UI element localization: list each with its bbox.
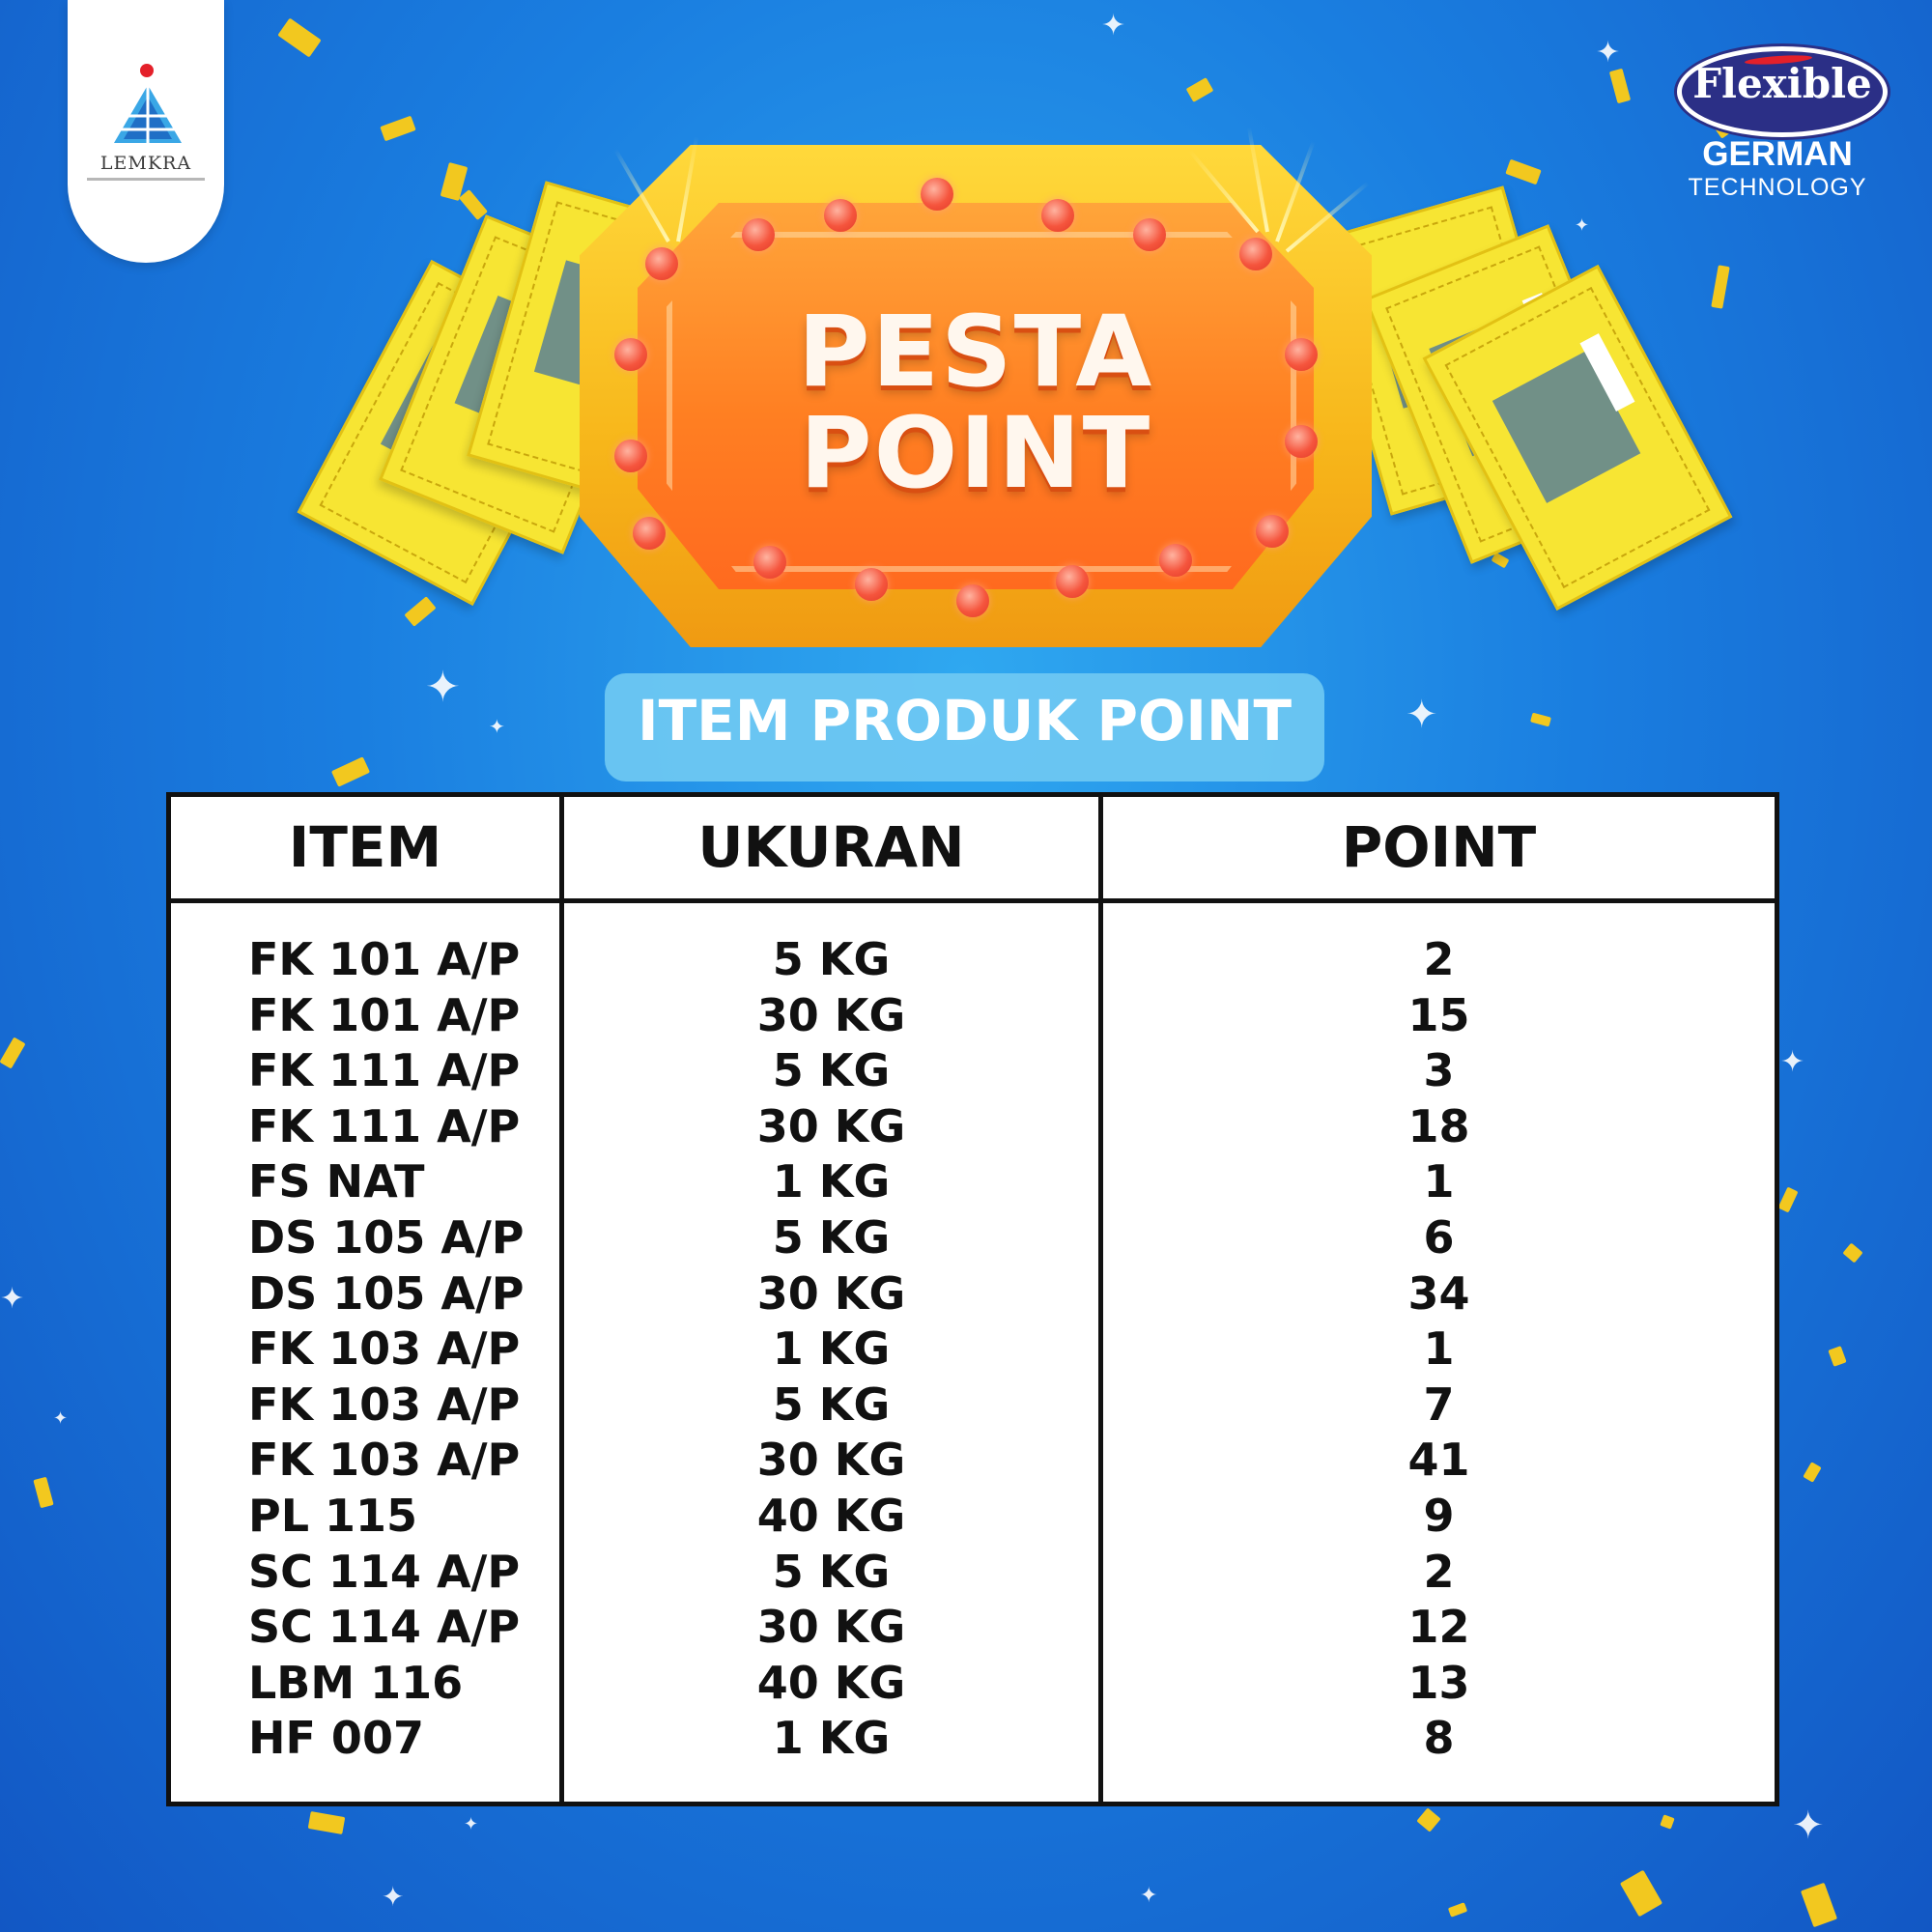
pyramid-logo-icon <box>112 83 184 145</box>
sparkle-icon: ✦ <box>1792 1804 1825 1848</box>
header-point: POINT <box>1341 814 1537 880</box>
size-cell: 5 KG <box>772 1378 891 1431</box>
german-label: GERMAN <box>1702 135 1853 173</box>
size-cell: 40 KG <box>756 1656 906 1709</box>
light-bulb <box>1056 565 1089 598</box>
item-cell: FK 101 A/P <box>248 988 521 1041</box>
light-bulb <box>1133 218 1166 251</box>
light-bulb <box>633 517 666 550</box>
point-cell: 8 <box>1423 1712 1455 1765</box>
item-cell: SC 114 A/P <box>248 1545 521 1598</box>
sparkle-icon: ✦ <box>464 1814 479 1834</box>
point-cell: 12 <box>1407 1601 1470 1654</box>
item-cell: DS 105 A/P <box>248 1266 525 1320</box>
confetti-piece <box>0 1037 26 1069</box>
confetti-piece <box>1842 1242 1862 1263</box>
size-cell: 40 KG <box>756 1489 906 1542</box>
light-bulb <box>1256 515 1289 548</box>
confetti-piece <box>1711 265 1729 308</box>
confetti-piece <box>277 18 321 58</box>
item-cell: HF 007 <box>248 1712 424 1765</box>
point-cell: 2 <box>1423 1545 1455 1598</box>
points-table <box>166 792 1779 1806</box>
light-bulb <box>614 338 647 371</box>
light-bulb <box>956 584 989 617</box>
banner-title-line2: POINT <box>799 396 1152 511</box>
table-row <box>171 988 1775 1044</box>
table-row <box>171 1489 1775 1545</box>
item-cell: PL 115 <box>248 1489 418 1542</box>
item-cell: SC 114 A/P <box>248 1601 521 1654</box>
sparkle-icon: ✦ <box>425 663 461 712</box>
size-cell: 30 KG <box>756 1266 906 1320</box>
light-bulb <box>824 199 857 232</box>
point-cell: 34 <box>1407 1266 1470 1320</box>
item-cell: LBM 116 <box>248 1656 464 1709</box>
point-cell: 9 <box>1423 1489 1455 1542</box>
point-cell: 1 <box>1423 1155 1455 1208</box>
light-bulb <box>753 546 786 579</box>
size-cell: 30 KG <box>756 988 906 1041</box>
sparkle-icon: ✦ <box>1575 215 1590 236</box>
flexible-brand-name: Flexible <box>1692 60 1872 107</box>
point-cell: 2 <box>1423 933 1455 985</box>
confetti-piece <box>1777 1187 1798 1213</box>
table-row <box>171 932 1775 988</box>
confetti-piece <box>1660 1814 1674 1829</box>
logo-dot <box>140 64 154 77</box>
size-cell: 1 KG <box>772 1155 891 1208</box>
point-cell: 41 <box>1407 1434 1470 1487</box>
item-cell: FK 103 A/P <box>248 1378 521 1431</box>
table-row <box>171 1266 1775 1322</box>
header-ukuran: UKURAN <box>697 814 965 880</box>
table-row <box>171 1656 1775 1712</box>
sparkle-icon: ✦ <box>0 1282 25 1316</box>
size-cell: 1 KG <box>772 1322 891 1376</box>
confetti-piece <box>1828 1346 1846 1367</box>
size-cell: 30 KG <box>756 1601 906 1654</box>
banner-title-line1: PESTA <box>797 295 1154 410</box>
confetti-piece <box>33 1477 53 1509</box>
size-cell: 5 KG <box>772 1545 891 1598</box>
confetti-piece <box>1505 159 1541 185</box>
sparkle-icon: ✦ <box>1596 36 1621 70</box>
item-cell: FS NAT <box>248 1155 425 1208</box>
table-row <box>171 1210 1775 1266</box>
confetti-piece <box>1609 69 1631 103</box>
item-cell: DS 105 A/P <box>248 1210 525 1264</box>
confetti-piece <box>1448 1902 1467 1918</box>
light-bulb <box>645 247 678 280</box>
size-cell: 30 KG <box>756 1099 906 1152</box>
item-cell: FK 111 A/P <box>248 1099 521 1152</box>
confetti-piece <box>459 189 488 220</box>
light-bulb <box>921 178 953 211</box>
confetti-piece <box>380 116 415 142</box>
lemkra-tagline-line <box>87 178 205 181</box>
confetti-piece <box>1186 77 1214 102</box>
table-row <box>171 1043 1775 1099</box>
light-bulb <box>614 440 647 472</box>
point-cell: 3 <box>1423 1044 1455 1097</box>
table-row <box>171 1711 1775 1767</box>
size-cell: 5 KG <box>772 1210 891 1264</box>
size-cell: 5 KG <box>772 933 891 985</box>
confetti-piece <box>331 756 370 787</box>
sparkle-icon: ✦ <box>1780 1045 1805 1079</box>
header-item: ITEM <box>288 814 442 880</box>
light-bulb <box>1041 199 1074 232</box>
table-row <box>171 1099 1775 1155</box>
point-cell: 6 <box>1423 1210 1455 1264</box>
subtitle-text: ITEM PRODUK POINT <box>637 688 1293 753</box>
sparkle-icon: ✦ <box>382 1881 405 1913</box>
point-cell: 18 <box>1407 1099 1470 1152</box>
item-cell: FK 101 A/P <box>248 933 521 985</box>
sparkle-icon: ✦ <box>1406 693 1438 737</box>
sparkle-icon: ✦ <box>1101 9 1126 43</box>
sparkle-icon: ✦ <box>1140 1884 1158 1908</box>
confetti-piece <box>1803 1462 1821 1483</box>
item-cell: FK 111 A/P <box>248 1044 521 1097</box>
table-body <box>171 932 1775 1767</box>
light-bulb <box>855 568 888 601</box>
light-bulb <box>1285 338 1318 371</box>
header-divider <box>171 898 1775 903</box>
point-cell: 13 <box>1407 1656 1470 1709</box>
point-cell: 1 <box>1423 1322 1455 1376</box>
size-cell: 5 KG <box>772 1044 891 1097</box>
table-row <box>171 1378 1775 1434</box>
table-row <box>171 1545 1775 1601</box>
point-cell: 7 <box>1423 1378 1455 1431</box>
table-row <box>171 1433 1775 1489</box>
size-cell: 1 KG <box>772 1712 891 1765</box>
table-row <box>171 1600 1775 1656</box>
point-cell: 15 <box>1407 988 1470 1041</box>
table-row <box>171 1321 1775 1378</box>
table-row <box>171 1154 1775 1210</box>
confetti-piece <box>1620 1870 1662 1918</box>
confetti-piece <box>404 596 436 627</box>
confetti-piece <box>1416 1807 1440 1832</box>
lemkra-brand-name: LEMKRA <box>99 153 192 174</box>
technology-label: TECHNOLOGY <box>1688 174 1867 201</box>
item-cell: FK 103 A/P <box>248 1322 521 1376</box>
confetti-piece <box>1530 713 1551 727</box>
item-cell: FK 103 A/P <box>248 1434 521 1487</box>
confetti-piece <box>1801 1883 1837 1927</box>
light-bulb <box>742 218 775 251</box>
size-cell: 30 KG <box>756 1434 906 1487</box>
light-bulb <box>1239 238 1272 270</box>
light-bulb <box>1159 544 1192 577</box>
sparkle-icon: ✦ <box>489 715 505 738</box>
light-bulb <box>1285 425 1318 458</box>
confetti-piece <box>308 1811 346 1834</box>
sparkle-icon: ✦ <box>53 1408 69 1429</box>
